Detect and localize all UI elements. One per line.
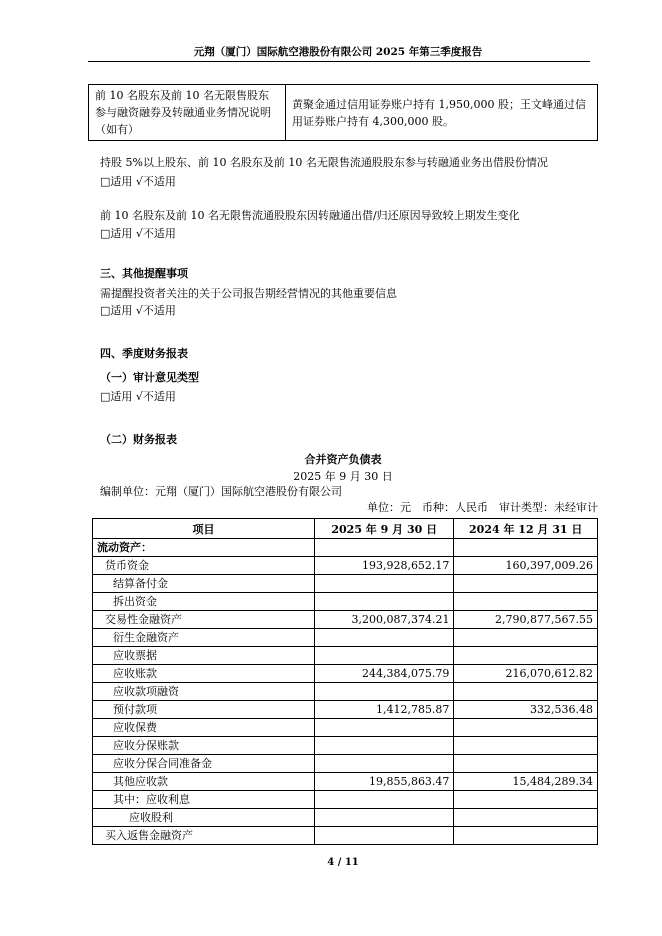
financing-disclosure-table (88, 84, 598, 141)
row-prior (454, 647, 598, 665)
row-prior (454, 755, 598, 773)
reminder-choice: □适用 √不适用 (100, 304, 176, 317)
table-row (93, 593, 598, 611)
table-row (93, 539, 598, 557)
financial-statements-heading: 四、季度财务报表 (100, 347, 188, 360)
row-prior: 216,070,612.82 (454, 665, 598, 683)
prepared-by: 编制单位：元翔（厦门）国际航空港股份有限公司 (100, 485, 342, 498)
header-divider (88, 61, 590, 62)
row-prior: 2,790,877,567.55 (454, 611, 598, 629)
row-current (315, 539, 454, 557)
table-row (93, 773, 598, 791)
table-row (93, 683, 598, 701)
table-row (93, 809, 598, 827)
table-row (93, 827, 598, 845)
table-row (93, 557, 598, 575)
row-current (315, 683, 454, 701)
row-item: 买入返售金融资产 (93, 827, 315, 845)
row-current: 19,855,863.47 (315, 773, 454, 791)
lending-title: 持股 5%以上股东、前 10 名股东及前 10 名无限售流通股股东参与转融通业务出借股份情况 (100, 156, 548, 169)
table-row (93, 701, 598, 719)
table-row (93, 611, 598, 629)
row-current (315, 647, 454, 665)
row-item: 其他应收款 (93, 773, 315, 791)
financing-question-cell: 前 10 名股东及前 10 名无限售股东参与融资融券及转融通业务情况说明（如有） (89, 85, 286, 141)
reminder-text: 需提醒投资者关注的关于公司报告期经营情况的其他重要信息 (100, 287, 397, 300)
row-prior (454, 809, 598, 827)
row-prior (454, 629, 598, 647)
table-row (93, 665, 598, 683)
row-item: 流动资产： (93, 539, 315, 557)
row-prior: 160,397,009.26 (454, 557, 598, 575)
audit-choice: □适用 √不适用 (100, 390, 176, 403)
row-current (315, 809, 454, 827)
row-prior (454, 683, 598, 701)
row-current (315, 719, 454, 737)
row-item: 应收分保账款 (93, 737, 315, 755)
row-prior (454, 737, 598, 755)
balance-sheet-title: 合并资产负债表 (304, 453, 382, 466)
row-current: 3,200,087,374.21 (315, 611, 454, 629)
table-row (93, 737, 598, 755)
unit-line: 单位：元 币种：人民币 审计类型：未经审计 (367, 501, 598, 514)
reminder-heading: 三、其他提醒事项 (100, 267, 188, 280)
row-current (315, 755, 454, 773)
financing-answer-cell: 黄聚金通过信用证券账户持有 1,950,000 股；王文峰通过信用证券账户持有 4,300,000 股。 (286, 85, 598, 141)
balance-sheet-table (92, 518, 598, 845)
lending-choice: □适用 √不适用 (100, 175, 176, 188)
row-item: 预付款项 (93, 701, 315, 719)
table-row (93, 629, 598, 647)
change-title: 前 10 名股东及前 10 名无限售流通股股东因转融通出借/归还原因导致较上期发生变化 (100, 209, 520, 222)
row-item: 应收保费 (93, 719, 315, 737)
row-item: 货币资金 (93, 557, 315, 575)
table-row (89, 85, 598, 141)
row-current (315, 575, 454, 593)
row-item: 应收分保合同准备金 (93, 755, 315, 773)
row-current: 244,384,075.79 (315, 665, 454, 683)
change-choice: □适用 √不适用 (100, 227, 176, 240)
table-row (93, 791, 598, 809)
table-row (93, 719, 598, 737)
row-current (315, 593, 454, 611)
row-item: 应收款项融资 (93, 683, 315, 701)
row-current (315, 791, 454, 809)
row-prior (454, 827, 598, 845)
row-current: 193,928,652.17 (315, 557, 454, 575)
row-current: 1,412,785.87 (315, 701, 454, 719)
row-prior (454, 593, 598, 611)
page-number: 4 / 11 (327, 857, 359, 868)
row-current (315, 827, 454, 845)
row-prior (454, 575, 598, 593)
row-prior: 15,484,289.34 (454, 773, 598, 791)
row-item: 其中：应收利息 (93, 791, 315, 809)
table-row (93, 575, 598, 593)
row-prior (454, 719, 598, 737)
row-item: 应收股利 (93, 809, 315, 827)
row-item: 衍生金融资产 (93, 629, 315, 647)
page-header: 元翔（厦门）国际航空港股份有限公司 2025 年第三季度报告 (193, 46, 483, 58)
row-prior (454, 539, 598, 557)
row-item: 应收票据 (93, 647, 315, 665)
row-item: 交易性金融资产 (93, 611, 315, 629)
column-header-prior: 2024 年 12 月 31 日 (454, 519, 598, 539)
audit-opinion-heading: （一）审计意见类型 (100, 371, 199, 384)
balance-sheet-date: 2025 年 9 月 30 日 (293, 470, 393, 483)
column-header-current: 2025 年 9 月 30 日 (315, 519, 454, 539)
row-prior (454, 791, 598, 809)
row-current (315, 737, 454, 755)
column-header-item: 项目 (93, 519, 315, 539)
row-item: 拆出资金 (93, 593, 315, 611)
row-prior: 332,536.48 (454, 701, 598, 719)
row-current (315, 629, 454, 647)
row-item: 应收账款 (93, 665, 315, 683)
row-item: 结算备付金 (93, 575, 315, 593)
table-row (93, 647, 598, 665)
table-row (93, 755, 598, 773)
table-header-row (93, 519, 598, 539)
statements-heading: （二）财务报表 (100, 433, 177, 446)
